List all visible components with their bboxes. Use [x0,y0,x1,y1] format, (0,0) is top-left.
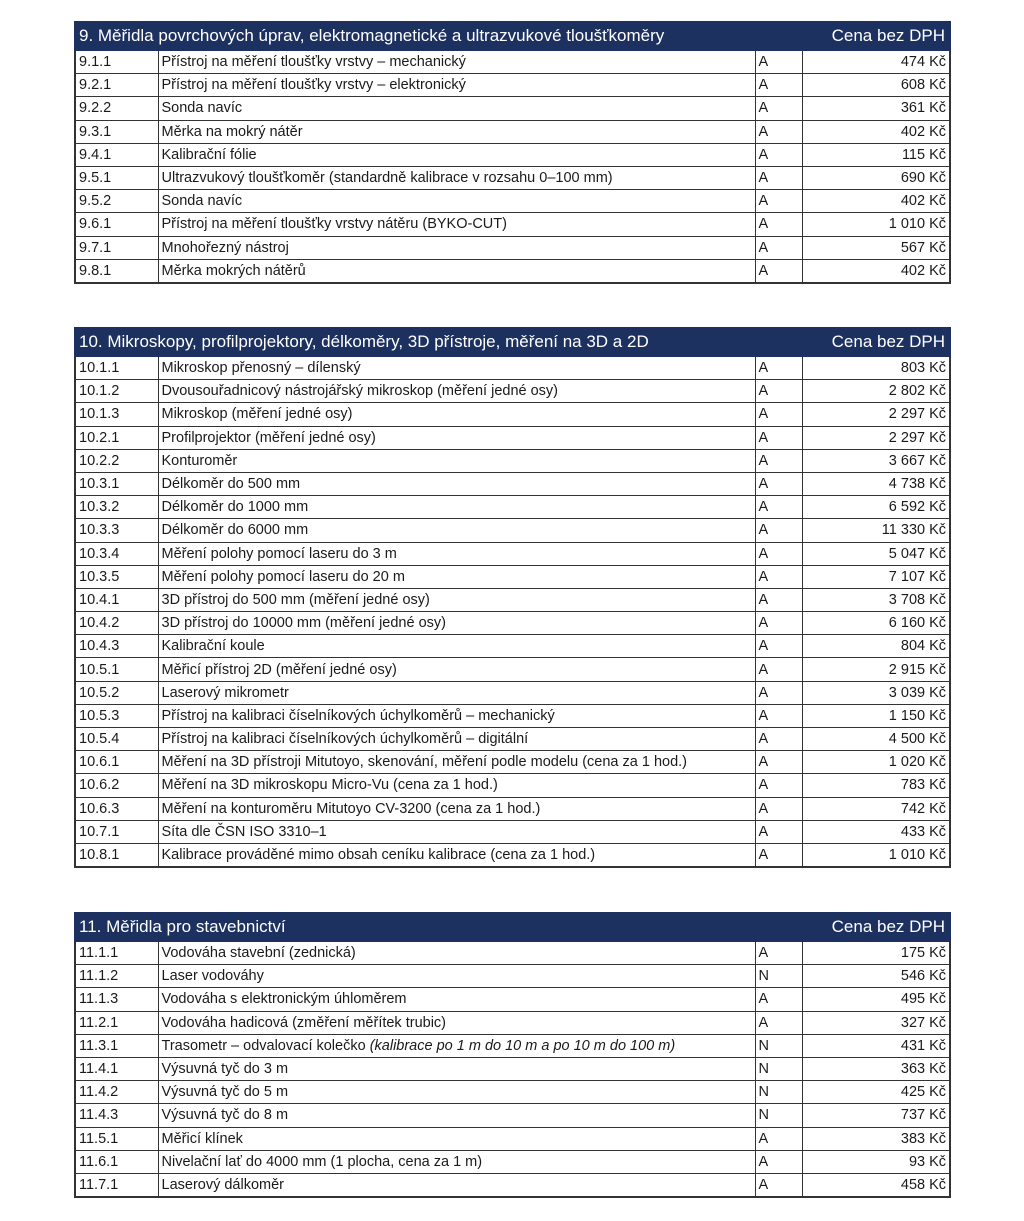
item-name [158,658,755,681]
item-code: 11.1.2 [75,965,158,988]
item-name [158,403,755,426]
item-name-text: Mikroskop přenosný – dílenský [161,360,361,377]
item-code: 10.5.4 [75,728,158,751]
item-name [158,166,755,189]
item-name-text: Měření polohy pomocí laseru do 20 m [161,568,405,585]
item-price: 804 Kč [802,635,950,658]
item-name [158,449,755,472]
item-code: 9.4.1 [75,143,158,166]
item-price: 3 667 Kč [802,449,950,472]
item-category: A [755,120,802,143]
item-category: A [755,774,802,797]
item-code: 10.3.4 [75,542,158,565]
item-price: 1 020 Kč [802,751,950,774]
item-name-text: Sonda navíc [161,100,243,117]
item-code: 9.2.2 [75,97,158,120]
item-category: A [755,704,802,727]
table-row [75,612,950,635]
item-name [158,1173,755,1197]
item-code: 11.4.3 [75,1104,158,1127]
item-name-text: Profilprojektor (měření jedné osy) [161,429,376,446]
item-name [158,472,755,495]
item-name [158,143,755,166]
item-category: A [755,519,802,542]
item-code: 10.3.3 [75,519,158,542]
item-name-text: Laserový mikrometr [161,684,289,701]
item-name-text: Nivelační lať do 4000 mm (1 plocha, cena za 1 m) [161,1153,483,1170]
item-code: 10.2.2 [75,449,158,472]
item-name-text: Přístroj na měření tloušťky vrstvy – mechanický [161,54,466,71]
item-category: A [755,166,802,189]
item-price: 327 Kč [802,1011,950,1034]
item-name-text: Vodováha stavební (zednická) [161,945,356,962]
item-code: 10.5.1 [75,658,158,681]
item-name-text: Laserový dálkoměr [161,1176,284,1193]
item-name-text: Konturoměr [161,452,238,469]
item-code: 11.4.2 [75,1081,158,1104]
item-category: A [755,988,802,1011]
table-row [75,1104,950,1127]
item-category: A [755,190,802,213]
item-name-text: Kalibrační koule [161,638,265,655]
item-category: A [755,426,802,449]
table-row [75,988,950,1011]
table-row [75,356,950,380]
table-row [75,1150,950,1173]
item-code: 11.3.1 [75,1034,158,1057]
item-name [158,843,755,867]
item-price: 783 Kč [802,774,950,797]
item-name-text: Měrka mokrých nátěrů [161,262,306,279]
item-name [158,236,755,259]
item-price: 742 Kč [802,797,950,820]
item-name [158,213,755,236]
item-price: 93 Kč [802,1150,950,1173]
item-category: A [755,843,802,867]
item-code: 11.2.1 [75,1011,158,1034]
item-code: 9.5.1 [75,166,158,189]
item-price: 402 Kč [802,190,950,213]
table-row [75,74,950,97]
item-code: 11.5.1 [75,1127,158,1150]
item-name-text: Délkoměr do 1000 mm [161,499,309,516]
item-category: A [755,635,802,658]
item-name-text: Mikroskop (měření jedné osy) [161,406,353,423]
item-name [158,426,755,449]
item-code: 10.3.2 [75,496,158,519]
section-title: 11. Měřidla pro stavebnictví [75,913,802,941]
item-price: 5 047 Kč [802,542,950,565]
item-code: 10.2.1 [75,426,158,449]
item-name-text: Výsuvná tyč do 5 m [161,1084,289,1101]
item-category: N [755,1034,802,1057]
item-price: 2 297 Kč [802,403,950,426]
table-row [75,259,950,283]
item-category: A [755,612,802,635]
item-name [158,988,755,1011]
item-category: A [755,588,802,611]
table-row [75,496,950,519]
item-price: 474 Kč [802,50,950,74]
item-name-text: 3D přístroj do 10000 mm (měření jedné osy) [161,615,446,632]
price-section-9 [74,21,949,284]
table-row [75,426,950,449]
price-column-header: Cena bez DPH [802,913,950,941]
item-category: A [755,751,802,774]
table-row [75,190,950,213]
table-row [75,120,950,143]
item-price: 4 738 Kč [802,472,950,495]
table-row [75,965,950,988]
item-name [158,496,755,519]
table-row [75,658,950,681]
item-price: 175 Kč [802,941,950,965]
item-price: 690 Kč [802,166,950,189]
item-name [158,588,755,611]
item-name-text: 3D přístroj do 500 mm (měření jedné osy) [161,591,430,608]
item-name [158,259,755,283]
item-name [158,542,755,565]
item-code: 10.6.1 [75,751,158,774]
price-section-11 [74,912,949,1198]
item-name [158,1057,755,1080]
item-code: 9.2.1 [75,74,158,97]
table-row [75,542,950,565]
item-name-text: Vodováha s elektronickým úhloměrem [161,991,407,1008]
item-code: 10.8.1 [75,843,158,867]
table-row [75,565,950,588]
item-price: 495 Kč [802,988,950,1011]
item-name [158,1081,755,1104]
section-header-row [75,328,950,356]
item-price: 4 500 Kč [802,728,950,751]
item-price: 6 592 Kč [802,496,950,519]
item-category: A [755,356,802,380]
item-name [158,1127,755,1150]
item-code: 10.1.3 [75,403,158,426]
item-code: 9.8.1 [75,259,158,283]
price-table [74,21,951,284]
item-code: 10.6.2 [75,774,158,797]
item-category: A [755,542,802,565]
item-price: 431 Kč [802,1034,950,1057]
item-category: A [755,820,802,843]
item-name [158,965,755,988]
item-code: 9.6.1 [75,213,158,236]
item-price: 1 010 Kč [802,213,950,236]
item-code: 10.6.3 [75,797,158,820]
item-name [158,565,755,588]
item-code: 10.5.2 [75,681,158,704]
item-name-text: Výsuvná tyč do 3 m [161,1061,289,1078]
item-name [158,704,755,727]
item-note: (kalibrace po 1 m do 10 m a po 10 m do 100 m) [369,1037,676,1054]
table-row [75,519,950,542]
item-code: 10.7.1 [75,820,158,843]
item-name [158,97,755,120]
item-name-text: Kalibrační fólie [161,146,257,163]
item-name-text: Dvousouřadnicový nástrojářský mikroskop (měření jedné osy) [161,383,558,400]
item-price: 1 150 Kč [802,704,950,727]
item-category: A [755,259,802,283]
item-category: A [755,681,802,704]
section-title: 9. Měřidla povrchových úprav, elektromagnetické a ultrazvukové tloušťkoměry [75,22,802,50]
item-price: 433 Kč [802,820,950,843]
item-code: 10.3.1 [75,472,158,495]
item-name-text: Měřicí přístroj 2D (měření jedné osy) [161,661,397,678]
item-name-text: Výsuvná tyč do 8 m [161,1107,289,1124]
item-price: 737 Kč [802,1104,950,1127]
item-name [158,612,755,635]
item-code: 10.4.3 [75,635,158,658]
item-name [158,190,755,213]
item-name-text: Délkoměr do 500 mm [161,476,301,493]
item-price: 2 297 Kč [802,426,950,449]
item-category: A [755,565,802,588]
table-row [75,50,950,74]
item-name-text: Měřicí klínek [161,1130,243,1147]
table-row [75,143,950,166]
item-price: 2 915 Kč [802,658,950,681]
table-row [75,1173,950,1197]
section-header-row [75,22,950,50]
table-row [75,472,950,495]
item-name [158,1011,755,1034]
item-category: A [755,403,802,426]
table-row [75,941,950,965]
price-section-10 [74,327,949,868]
table-row [75,97,950,120]
item-name [158,380,755,403]
item-name-text: Měrka na mokrý nátěr [161,123,303,140]
item-name-text: Ultrazvukový tloušťkoměr (standardně kalibrace v rozsahu 0–100 mm) [161,170,613,187]
item-name-text: Měření na konturoměru Mitutoyo CV-3200 (cena za 1 hod.) [161,800,541,817]
item-name [158,1104,755,1127]
item-code: 10.3.5 [75,565,158,588]
item-category: A [755,797,802,820]
item-name-text: Mnohořezný nástroj [161,239,289,256]
item-price: 567 Kč [802,236,950,259]
table-row [75,728,950,751]
item-category: A [755,380,802,403]
item-name-text: Trasometr – odvalovací kolečko [161,1037,370,1054]
item-price: 803 Kč [802,356,950,380]
table-row [75,449,950,472]
item-price: 608 Kč [802,74,950,97]
item-category: A [755,1150,802,1173]
item-price: 6 160 Kč [802,612,950,635]
item-category: A [755,1127,802,1150]
table-row [75,1127,950,1150]
item-category: N [755,1057,802,1080]
item-category: A [755,236,802,259]
item-name-text: Vodováha hadicová (změření měřítek trubic) [161,1014,446,1031]
table-row [75,236,950,259]
item-name [158,941,755,965]
item-category: A [755,50,802,74]
item-category: A [755,658,802,681]
price-column-header: Cena bez DPH [802,328,950,356]
item-name [158,774,755,797]
item-code: 10.1.1 [75,356,158,380]
item-name [158,120,755,143]
item-category: A [755,941,802,965]
item-category: A [755,472,802,495]
item-price: 3 039 Kč [802,681,950,704]
item-code: 9.7.1 [75,236,158,259]
item-name-text: Měření na 3D přístroji Mitutoyo, skenování, měření podle modelu (cena za 1 hod.) [161,754,687,771]
section-header-row [75,913,950,941]
item-category: A [755,1011,802,1034]
table-row [75,751,950,774]
item-category: A [755,1173,802,1197]
item-price: 383 Kč [802,1127,950,1150]
table-row [75,797,950,820]
table-row [75,588,950,611]
item-price: 2 802 Kč [802,380,950,403]
item-name [158,681,755,704]
item-price: 3 708 Kč [802,588,950,611]
item-name-text: Přístroj na kalibraci číselníkových úchylkoměrů – mechanický [161,707,555,724]
item-category: N [755,1081,802,1104]
item-price: 402 Kč [802,259,950,283]
item-code: 9.3.1 [75,120,158,143]
item-name-text: Sonda navíc [161,193,243,210]
item-category: A [755,728,802,751]
table-row [75,704,950,727]
item-code: 10.4.2 [75,612,158,635]
item-code: 11.7.1 [75,1173,158,1197]
item-name [158,797,755,820]
item-name-text: Měření polohy pomocí laseru do 3 m [161,545,397,562]
item-name-text: Kalibrace prováděné mimo obsah ceníku kalibrace (cena za 1 hod.) [161,847,596,864]
table-row [75,635,950,658]
item-name [158,50,755,74]
item-name [158,728,755,751]
item-price: 425 Kč [802,1081,950,1104]
item-code: 11.1.1 [75,941,158,965]
item-price: 7 107 Kč [802,565,950,588]
item-price: 546 Kč [802,965,950,988]
item-code: 11.6.1 [75,1150,158,1173]
table-row [75,774,950,797]
item-category: N [755,1104,802,1127]
section-title: 10. Mikroskopy, profilprojektory, délkoměry, 3D přístroje, měření na 3D a 2D [75,328,802,356]
item-category: A [755,74,802,97]
item-name-text: Přístroj na měření tloušťky vrstvy nátěru (BYKO-CUT) [161,216,507,233]
item-category: A [755,449,802,472]
item-price: 1 010 Kč [802,843,950,867]
item-code: 10.4.1 [75,588,158,611]
item-price: 458 Kč [802,1173,950,1197]
table-row [75,166,950,189]
item-name [158,635,755,658]
table-row [75,1057,950,1080]
item-price: 402 Kč [802,120,950,143]
price-table [74,327,951,868]
item-price: 11 330 Kč [802,519,950,542]
price-column-header: Cena bez DPH [802,22,950,50]
table-row [75,1011,950,1034]
item-code: 10.1.2 [75,380,158,403]
table-row [75,213,950,236]
item-name [158,356,755,380]
item-code: 10.5.3 [75,704,158,727]
item-code: 9.1.1 [75,50,158,74]
item-price: 361 Kč [802,97,950,120]
item-name [158,1150,755,1173]
item-name-text: Délkoměr do 6000 mm [161,522,309,539]
item-category: N [755,965,802,988]
item-price: 363 Kč [802,1057,950,1080]
item-code: 11.1.3 [75,988,158,1011]
item-name [158,820,755,843]
item-category: A [755,213,802,236]
item-name [158,751,755,774]
table-row [75,843,950,867]
price-table [74,912,951,1198]
item-name-text: Měření na 3D mikroskopu Micro-Vu (cena za 1 hod.) [161,777,498,794]
item-code: 9.5.2 [75,190,158,213]
table-row [75,820,950,843]
item-name-text: Síta dle ČSN ISO 3310–1 [161,823,327,840]
item-category: A [755,496,802,519]
item-name-text: Přístroj na měření tloušťky vrstvy – elektronický [161,77,466,94]
item-category: A [755,97,802,120]
item-code: 11.4.1 [75,1057,158,1080]
item-category: A [755,143,802,166]
item-price: 115 Kč [802,143,950,166]
item-name-text: Laser vodováhy [161,968,264,985]
item-name [158,519,755,542]
table-row [75,681,950,704]
item-name-text: Přístroj na kalibraci číselníkových úchylkoměrů – digitální [161,731,529,748]
table-row [75,1081,950,1104]
item-name [158,1034,755,1057]
table-row [75,380,950,403]
item-name [158,74,755,97]
table-row [75,1034,950,1057]
table-row [75,403,950,426]
